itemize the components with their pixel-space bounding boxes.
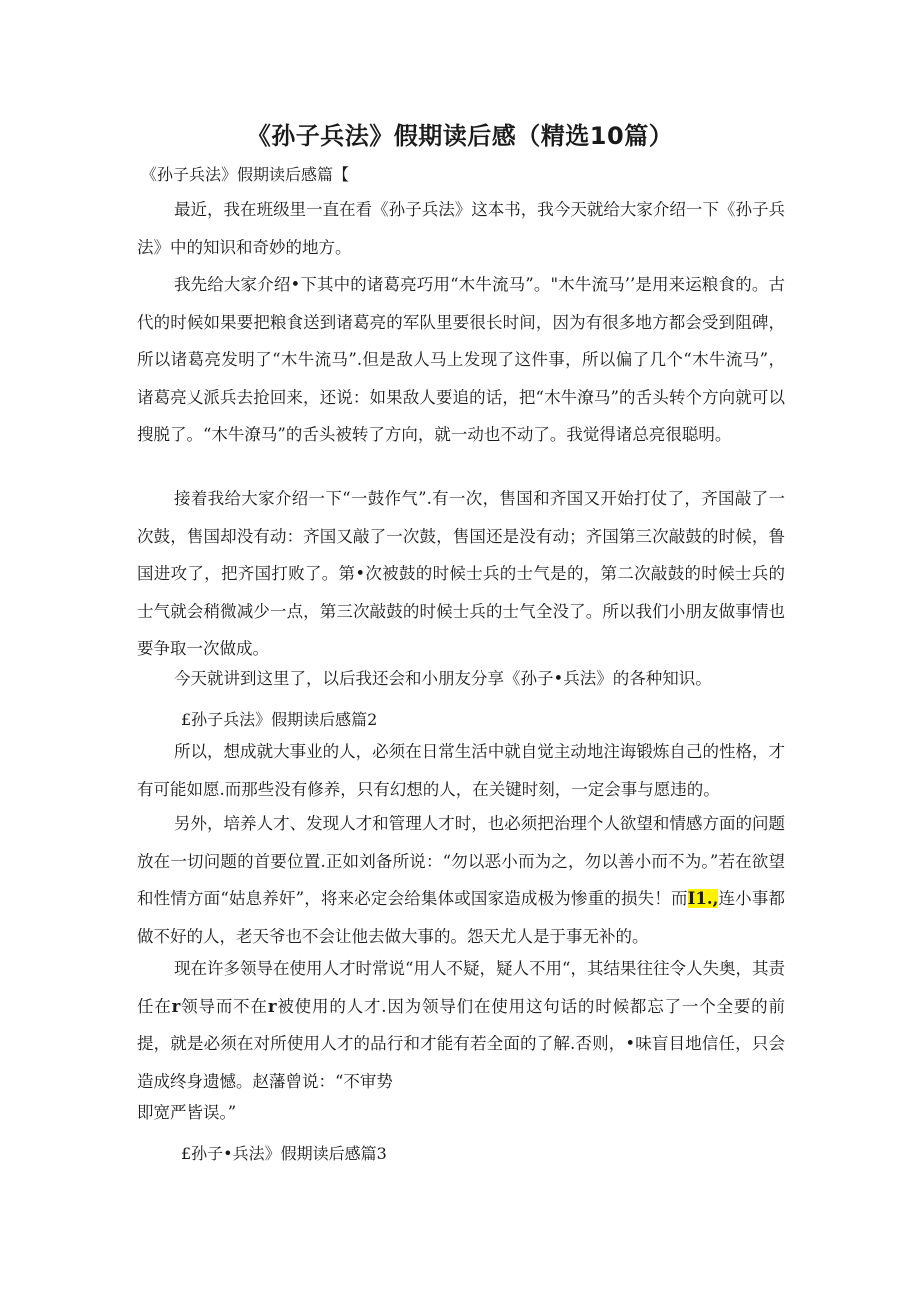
document-title: 《孙子兵法》假期读后感（精选10篇） — [246, 122, 674, 150]
section-2-heading: £孙子兵法》假期读后感篇2 — [181, 710, 378, 729]
stray-char-r-1: r — [171, 996, 181, 1016]
section-2-paragraph-3-part-2: 领导而不在 — [180, 996, 268, 1016]
stray-char-r-2: r — [267, 996, 277, 1016]
section-1-paragraph-1: 最近，我在班级里一直在看《孙子兵法》这本书，我今天就给大家介绍一下《孙子兵法》中的知识和奇妙的地方。 — [137, 200, 785, 257]
section-2-paragraph-3 — [137, 950, 785, 1100]
section-2-paragraph-3-part-3: 被使用的人才.因为领导们在使用这句话的时候都忘了一个全要的前提，就是必须在对所使用人才的品行和才能有若全面的了解.否则，•味盲目地信任，只会造成终身遗憾。赵藩曾说：“不审势 — [137, 996, 786, 1091]
section-2-paragraph-3-part-1: 现在许多领导在使用人才时常说“用人不疑，疑人不用“，其结果往往令人失奥，其责任在 — [137, 959, 785, 1016]
section-2-paragraph-2-text: 另外，培养人才、发现人才和管理人才时，也必须把治理个人欲望和情感方面的问题放在一切问题的首要位置.正如刘备所说：“勿以恶小而为之，勿以善小而不为。”若在欲望和性情方面“姑息养奸”，将来必定会给集体或国家造成极为惨重的损失！而 — [137, 814, 785, 909]
highlighted-fragment: I1., — [687, 889, 719, 909]
section-1-paragraph-4: 今天就讲到这里了，以后我还会和小朋友分享《孙子•兵法》的各种知识。 — [174, 669, 712, 688]
section-1-paragraph-3: 接着我给大家介绍一下“一鼓作气”.有一次，售国和齐国又开始打仗了，齐国敲了一次鼓，售国却没有动：齐国又敲了一次鼓，售国还是没有动；齐国第三次敲鼓的时候，鲁国进攻了，把齐国打败了。第•次被鼓的时候士兵的士气是的，第二次敲鼓的时候士兵的士气就会稍微减少一点，第三次敲鼓的时候士兵的士气全没了。所以我们小朋友做事情也要争取一次做成。 — [137, 489, 785, 659]
section-1-heading: 《孙子兵法》假期读后感篇【 — [141, 165, 350, 184]
section-2-paragraph-2 — [137, 805, 785, 955]
section-1-paragraph-2: 我先给大家介绍•下其中的诸葛亮巧用“木牛流马”。"木牛流马’’是用来运粮食的。古代的时候如果要把粮食送到诸葛亮的军队里要很长时间，因为有很多地方都会受到阻碑，所以诸葛亮发明了“木牛流马”.但是敌人马上发现了这件事，所以偏了几个“木牛流马”，诸葛亮乂派兵去抢回来，还说：如果敌人要追的话，把“木牛潦马”的舌头转个方向就可以搜脱了。“木牛潦马”的舌头被转了方向，就一动也不动了。我觉得诸总亮很聪明。 — [137, 275, 785, 445]
section-2-paragraph-1: 所以，想成就大事业的人，必须在日常生活中就自觉主动地注诲锻炼自己的性格，才有可能如愿.而那些没有修养，只有幻想的人，在关键时刻，一定会事与愿违的。 — [137, 742, 785, 799]
section-2-paragraph-2-tail: 连小事都做不好的人，老天爷也不会让他去做大事的。怨天尤人是于事无补的。 — [137, 889, 786, 946]
section-2-paragraph-4: 即宽严皆误。” — [137, 1103, 237, 1122]
section-3-heading: £孙子•兵法》假期读后感篇3 — [181, 1144, 387, 1163]
